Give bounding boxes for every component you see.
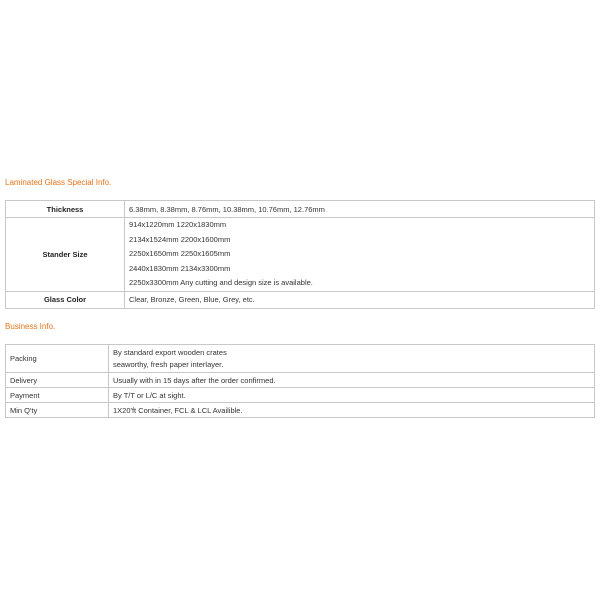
payment-label: Payment: [6, 388, 109, 403]
table-row-packing: [6, 345, 595, 373]
packing-line: By standard export wooden crates: [113, 347, 227, 357]
business-info-table: [5, 344, 595, 418]
table-row-payment: [6, 388, 595, 403]
payment-value: By T/T or L/C at sight.: [109, 388, 595, 403]
business-info-title: Business Info.: [5, 322, 56, 331]
table-row-min-qty: [6, 403, 595, 418]
stander-size-label: Stander Size: [6, 218, 125, 292]
table-row-delivery: [6, 373, 595, 388]
packing-value: [109, 345, 595, 373]
size-line: 2250x3300mm Any cutting and design size is available.: [129, 278, 313, 287]
packing-label: Packing: [6, 345, 109, 373]
size-line: 2134x1524mm 2200x1600mm: [129, 234, 231, 244]
laminated-glass-special-info-title: Laminated Glass Special Info.: [5, 178, 112, 187]
glass-color-label: Glass Color: [6, 291, 125, 308]
special-info-table: [5, 200, 595, 309]
delivery-label: Delivery: [6, 373, 109, 388]
stander-size-value: [125, 218, 595, 292]
min-qty-value: 1X20'ft Container, FCL & LCL Availible.: [109, 403, 595, 418]
thickness-label: Thickness: [6, 201, 125, 218]
min-qty-label: Min Q'ty: [6, 403, 109, 418]
table-row-thickness: [6, 201, 595, 218]
size-line: 2440x1830mm 2134x3300mm: [129, 263, 231, 273]
table-row-stander-size: [6, 218, 595, 292]
delivery-value: Usually with in 15 days after the order confirmed.: [109, 373, 595, 388]
size-line: 914x1220mm 1220x1830mm: [129, 220, 227, 229]
glass-color-value: Clear, Bronze, Green, Blue, Grey, etc.: [125, 291, 595, 308]
thickness-value: 6.38mm, 8.38mm, 8.76mm, 10.38mm, 10.76mm, 12.76mm: [125, 201, 595, 218]
table-row-glass-color: [6, 291, 595, 308]
packing-line: seaworthy, fresh paper interlayer.: [113, 359, 224, 369]
size-line: 2250x1650mm 2250x1605mm: [129, 249, 231, 258]
